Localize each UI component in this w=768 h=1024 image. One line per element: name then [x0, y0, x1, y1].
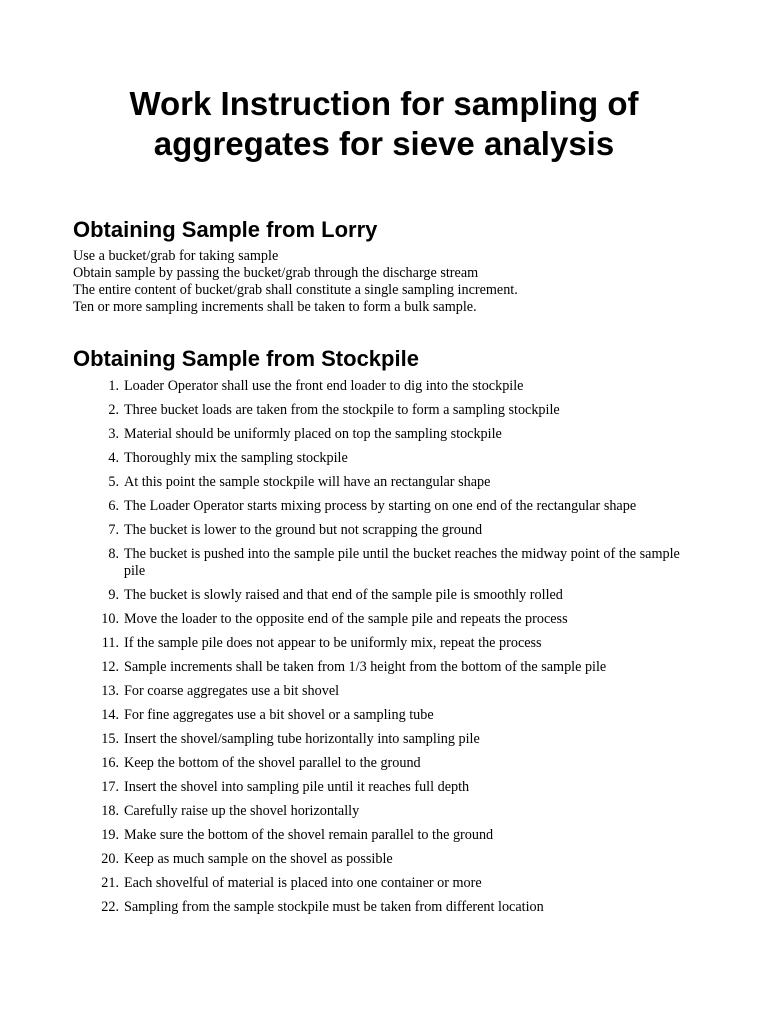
lorry-line: The entire content of bucket/grab shall constitute a single sampling increment.: [73, 282, 518, 298]
list-item: [73, 378, 695, 395]
list-item-text: If the sample pile does not appear to be uniformly mix, repeat the process: [123, 635, 542, 651]
list-item: [73, 498, 695, 515]
list-item-number: 17.: [101, 779, 119, 795]
list-item: [73, 635, 695, 652]
list-item-number: 19.: [101, 827, 119, 843]
list-item: [73, 683, 695, 700]
list-item-number: 4.: [108, 450, 119, 466]
list-item-number: 3.: [108, 426, 119, 442]
list-item: [73, 522, 695, 539]
list-item-number: 14.: [101, 707, 119, 723]
list-item-number: 1.: [108, 378, 119, 394]
list-item: [73, 659, 695, 676]
list-item-number: 2.: [108, 402, 119, 418]
list-item-text: At this point the sample stockpile will have an rectangular shape: [123, 474, 491, 490]
list-item: [73, 611, 695, 628]
list-item: [73, 546, 695, 580]
document-title: Work Instruction for sampling of aggregates for sieve analysis: [129, 85, 639, 162]
list-item-text: For coarse aggregates use a bit shovel: [123, 683, 340, 699]
list-item: [73, 755, 695, 772]
list-item-number: 7.: [108, 522, 119, 538]
list-item: [73, 587, 695, 604]
list-item-text: Each shovelful of material is placed into one container or more: [123, 875, 482, 891]
list-item-text: The bucket is slowly raised and that end of the sample pile is smoothly rolled: [123, 587, 563, 603]
list-item-text: Insert the shovel into sampling pile until it reaches full depth: [123, 779, 470, 795]
lorry-line: Obtain sample by passing the bucket/grab through the discharge stream: [73, 265, 479, 281]
list-item-number: 6.: [108, 498, 119, 514]
lorry-line: Use a bucket/grab for taking sample: [73, 248, 279, 264]
list-item-text: Keep the bottom of the shovel parallel to the ground: [123, 755, 421, 771]
list-item-text: Sampling from the sample stockpile must be taken from different location: [123, 899, 544, 915]
lorry-line: Ten or more sampling increments shall be taken to form a bulk sample.: [73, 299, 477, 315]
list-item: [73, 402, 695, 419]
list-item-number: 11.: [101, 635, 119, 651]
section-heading-lorry: Obtaining Sample from Lorry: [73, 217, 378, 242]
list-item-number: 18.: [101, 803, 119, 819]
list-item-text: Insert the shovel/sampling tube horizontally into sampling pile: [123, 731, 480, 747]
list-item-number: 20.: [101, 851, 119, 867]
list-item-text: For fine aggregates use a bit shovel or a sampling tube: [123, 707, 434, 723]
list-item-text: Thoroughly mix the sampling stockpile: [123, 450, 348, 466]
list-item: [73, 803, 695, 820]
list-item-number: 15.: [101, 731, 119, 747]
lorry-instructions: [73, 248, 695, 316]
list-item-text: Loader Operator shall use the front end loader to dig into the stockpile: [123, 378, 524, 394]
list-item-number: 8.: [108, 546, 119, 562]
list-item: [73, 731, 695, 748]
list-item-number: 12.: [101, 659, 119, 675]
list-item-text: Move the loader to the opposite end of the sample pile and repeats the process: [123, 611, 568, 627]
list-item: [73, 779, 695, 796]
list-item-text: The bucket is lower to the ground but not scrapping the ground: [123, 522, 483, 538]
list-item: [73, 707, 695, 724]
list-item-number: 9.: [108, 587, 119, 603]
list-item: [73, 875, 695, 892]
list-item: [73, 827, 695, 844]
list-item: [73, 851, 695, 868]
list-item: [73, 450, 695, 467]
list-item-number: 13.: [101, 683, 119, 699]
list-item-number: 10.: [101, 611, 119, 627]
list-item-text: Keep as much sample on the shovel as possible: [123, 851, 393, 867]
list-item: [73, 899, 695, 916]
list-item-number: 21.: [101, 875, 119, 891]
list-item-text: Sample increments shall be taken from 1/3 height from the bottom of the sample pile: [123, 659, 607, 675]
list-item-text: The Loader Operator starts mixing process by starting on one end of the rectangular shape: [123, 498, 637, 514]
list-item-text: Three bucket loads are taken from the stockpile to form a sampling stockpile: [123, 402, 560, 418]
list-item: [73, 426, 695, 443]
list-item-text: Make sure the bottom of the shovel remain parallel to the ground: [123, 827, 494, 843]
stockpile-steps-list: [73, 378, 695, 916]
list-item-number: 16.: [101, 755, 119, 771]
list-item: [73, 474, 695, 491]
list-item-text: The bucket is pushed into the sample pile until the bucket reaches the midway point of the sample pile: [123, 546, 680, 579]
list-item-number: 22.: [101, 899, 119, 915]
list-item-text: Carefully raise up the shovel horizontally: [123, 803, 360, 819]
section-heading-stockpile: Obtaining Sample from Stockpile: [73, 346, 419, 371]
list-item-text: Material should be uniformly placed on top the sampling stockpile: [123, 426, 502, 442]
list-item-number: 5.: [108, 474, 119, 490]
